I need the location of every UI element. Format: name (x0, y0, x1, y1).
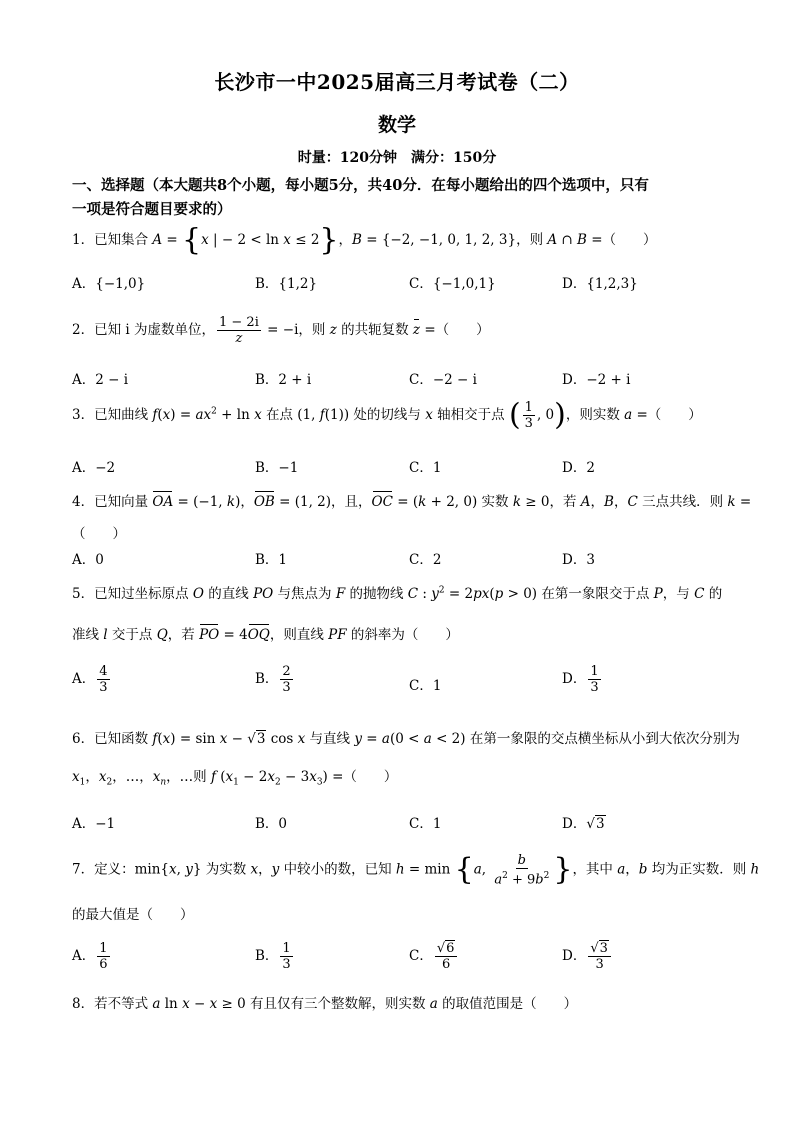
question-8: 8．若不等式 a ln x − x ≥ 0 有且仅有三个整数解，则实数 a 的取值范围是（ ） (72, 996, 578, 1012)
question-7: 7．定义：min{x, y} 为实数 x，y 中较小的数，已知 h = min {a, $\frac{b}{a^2 + 9b^2}$ }，其中 a，b 均为正实数．则 h (72, 852, 760, 888)
q5-option-c: C．1 (409, 678, 442, 694)
question-1: 1．已知集合 A = {x | − 2 < ln x ≤ 2}，B = {−2, −1, 0, 1, 2, 3}，则 A ∩ B =（ ） (72, 222, 657, 258)
exam-title: 长沙市一中2025届高三月考试卷（二） (214, 70, 580, 94)
q6-option-d: D．√3 (562, 816, 605, 832)
q3-option-a: A．−2 (72, 460, 116, 476)
q5-option-b: B． $\frac{2}{3}$ (255, 664, 291, 695)
q3-option-b: B．−1 (255, 460, 299, 476)
q3-option-d: D．2 (562, 460, 595, 476)
q5-option-a: A． $\frac{4}{3}$ (72, 664, 108, 695)
time-info: 时量：120分钟 满分：150分 (297, 150, 497, 166)
q1-option-c: C．{−1,0,1} (409, 276, 496, 292)
question-4-cont: （ ） (72, 526, 126, 542)
question-5-cont: 准线 l 交于点 Q，若 PO = 4OQ，则直线 PF 的斜率为（ ） (72, 627, 459, 643)
q2-option-d: D．−2 + i (562, 372, 631, 388)
q4-option-c: C．2 (409, 552, 442, 568)
q1-option-a: A．{−1,0} (72, 276, 146, 292)
q7-option-d: D． $\frac{√3}{3}$ (562, 941, 613, 972)
q4-option-d: D．3 (562, 552, 595, 568)
question-2: 2．已知 i 为虚数单位， $\frac{1 - 2i}{z}$ = −i，则 z 的共轭复数 z =（ ） (72, 315, 490, 346)
q2-option-c: C．−2 − i (409, 372, 477, 388)
question-6-cont: $x_1$，$x_2$，…，$x_n$，…则 f $(x_1 - 2x_2 - 3x_3)$ =（ ） (72, 769, 398, 788)
q7-option-a: A． $\frac{1}{6}$ (72, 941, 108, 972)
q7-option-b: B． $\frac{1}{3}$ (255, 941, 291, 972)
q2-option-a: A．2 − i (72, 372, 129, 388)
q1-option-d: D．{1,2,3} (562, 276, 638, 292)
q6-option-c: C．1 (409, 816, 442, 832)
section-heading: 一、选择题（本大题共8个小题，每小题5分，共40分．在每小题给出的四个选项中，只有 (72, 177, 649, 194)
question-5: 5．已知过坐标原点 O 的直线 PO 与焦点为 F 的抛物线 C : $y^2 = 2px(p > 0)$ 在第一象限交于点 P，与 C 的 (72, 585, 723, 602)
q4-option-a: A．0 (72, 552, 104, 568)
section-heading-cont: 一项是符合题目要求的） (72, 201, 232, 218)
question-4: 4．已知向量 OA = (−1, k)，OB = (1, 2)，且，OC = (k + 2, 0) 实数 k ≥ 0，若 A，B，C 三点共线．则 k = (72, 494, 752, 510)
q4-option-b: B．1 (255, 552, 288, 568)
question-7-cont: 的最大值是（ ） (72, 907, 194, 923)
q1-option-b: B．{1,2} (255, 276, 318, 292)
q5-option-d: D． $\frac{1}{3}$ (562, 664, 599, 695)
q6-option-a: A．−1 (72, 816, 116, 832)
question-6: 6．已知函数 f(x) = sin x − √3 cos x 与直线 y = a(0 < a < 2) 在第一象限的交点横坐标从小到大依次分别为 (72, 731, 740, 747)
q2-option-b: B．2 + i (255, 372, 312, 388)
q7-option-c: C． $\frac{√6}{6}$ (409, 941, 459, 972)
subject-title: 数学 (377, 114, 416, 136)
q3-option-c: C．1 (409, 460, 442, 476)
q6-option-b: B．0 (255, 816, 288, 832)
question-3: 3．已知曲线 $f(x) = ax^2 + \ln x$ 在点 (1, f(1)) 处的切线与 x 轴相交于点 ( $\frac{1}{3}$ , 0)，则实数 a =（ ） (72, 397, 702, 433)
